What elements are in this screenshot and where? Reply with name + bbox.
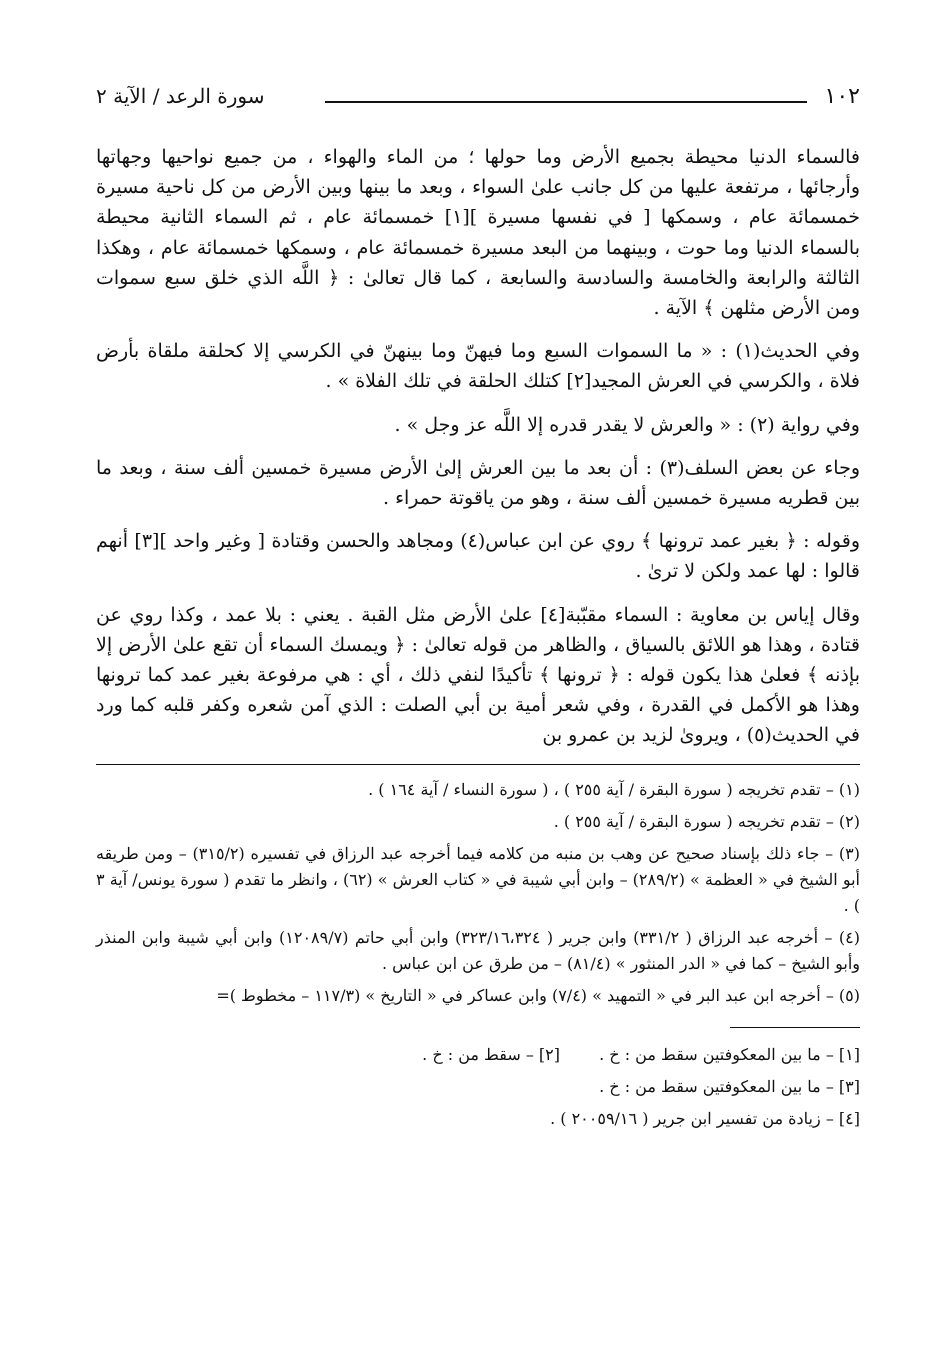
page-number: ١٠٢ bbox=[824, 83, 860, 109]
main-text bbox=[96, 142, 860, 751]
editorial-note: [٢] – سقط من : خ . bbox=[422, 1044, 560, 1064]
page-header bbox=[96, 78, 860, 114]
paragraph-riwaya: وفي رواية (٢) : « والعرش لا يقدر قدره إلا اللَّه عز وجل » . bbox=[394, 413, 860, 436]
footnote-divider bbox=[96, 764, 860, 765]
editorial-notes bbox=[96, 1042, 860, 1132]
footnote: (٣) – جاء ذلك بإسناد صحيح عن وهب بن منبه من كلامه فيما أخرجه عبد الرزاق في تفسيره (٣١٥/٢) – ومن طريقه أبو الشيخ في « العظمة » (٢٨٩/٢) – وابن أبي شيبة في « كتاب العرش » (٦٢) ، وانظر ما تقدم ( سورة يونس/ آية ٣ ) . bbox=[96, 843, 860, 915]
note-row bbox=[96, 1106, 860, 1132]
footnote: (١) – تقدم تخريجه ( سورة البقرة / آية ٢٥٥ ) ، ( سورة النساء / آية ١٦٤ ) . bbox=[368, 779, 860, 799]
book-page bbox=[96, 78, 860, 1138]
note-row bbox=[96, 1074, 860, 1100]
footnote: (٢) – تقدم تخريجه ( سورة البقرة / آية ٢٥٥ ) . bbox=[553, 811, 860, 831]
paragraph-hadith: وفي الحديث(١) : « ما السموات السبع وما فيهنّ وما بينهنّ في الكرسي إلا كحلقة ملقاة بأرض فلاة ، والكرسي في العرش المجيد[٢] كتلك الحلقة في تلك الفلاة » . bbox=[96, 340, 861, 393]
editorial-note: [١] – ما بين المعكوفتين سقط من : خ . bbox=[599, 1044, 860, 1064]
editorial-note: [٣] – ما بين المعكوفتين سقط من : خ . bbox=[599, 1076, 860, 1096]
note-row bbox=[96, 1042, 860, 1068]
notes-divider bbox=[730, 1027, 860, 1028]
footnote: (٥) – أخرجه ابن عبد البر في « التمهيد » (٧/٤) وابن عساكر في « التاريخ » (١١٧/٣ – مخطوط )= bbox=[216, 985, 860, 1005]
paragraph-salaf: وجاء عن بعض السلف(٣) : أن بعد ما بين العرش إلىٰ الأرض مسيرة خمسين ألف سنة ، وبعد ما بين قطريه مسيرة خمسين ألف سنة ، وهو من ياقوتة حمراء . bbox=[96, 456, 860, 510]
header-rule bbox=[325, 101, 807, 103]
paragraph: فالسماء الدنيا محيطة بجميع الأرض وما حولها ؛ من الماء والهواء ، من جميع نواحيها وجهاتها وأرجائها ، مرتفعة عليها من كل جانب علىٰ السواء ، وبعد ما بينها وبين الأرض من كل ناحية مسيرة خمسمائة عام ، وسمكها [ في نفسها مسيرة ][١] خمسمائة عام ، ثم السماء الثانية محيطة بالسماء الدنيا وما حوت ، وبينهما من البعد مسيرة خمسمائة عام ، وسمكها خمسمائة عام ، وهكذا الثالثة والرابعة والخامسة والسادسة والسابعة ، كما قال تعالىٰ : ﴿ اللَّه الذي خلق سبع سموات ومن الأرض مثلهن ﴾ الآية . bbox=[96, 146, 861, 320]
footnote: (٤) – أخرجه عبد الرزاق ( ٣٣١/٢) وابن جرير ( ٣٢٣/١٦،٣٢٤) وابن أبي حاتم (١٢٠٨٩/٧) وابن أبي شيبة وابن المنذر وأبو الشيخ – كما في « الدر المنثور » (٨١/٤) – من طرق عن ابن عباس . bbox=[96, 927, 861, 973]
editorial-note: [٤] – زيادة من تفسير ابن جرير ( ٢٠٠٥٩/١٦ ) . bbox=[550, 1108, 860, 1128]
paragraph-qawluhu: وقوله : ﴿ بغير عمد ترونها ﴾ روي عن ابن عباس(٤) ومجاهد والحسن وقتادة [ وغير واحد ][٣] أنهم قالوا : لها عمد ولكن لا ترىٰ . bbox=[96, 530, 860, 583]
footnotes bbox=[96, 777, 860, 1009]
paragraph-iyas: وقال إياس بن معاوية : السماء مقبّبة[٤] علىٰ الأرض مثل القبة . يعني : بلا عمد ، وكذا روي عن قتادة ، وهذا هو اللائق بالسياق ، والظاهر من قوله تعالىٰ : ﴿ ويمسك السماء أن تقع علىٰ الأرض إلا بإذنه ﴾ فعلىٰ هذا يكون قوله : ﴿ ترونها ﴾ تأكيدًا لنفي ذلك ، أي : هي مرفوعة بغير عمد كما ترونها وهذا هو الأكمل في القدرة ، وفي شعر أمية بن أبي الصلت : الذي آمن شعره وكفر قلبه كما ورد في الحديث(٥) ، ويروىٰ لزيد بن عمرو بن bbox=[96, 603, 861, 747]
running-title: سورة الرعد / الآية ٢ bbox=[96, 84, 265, 108]
